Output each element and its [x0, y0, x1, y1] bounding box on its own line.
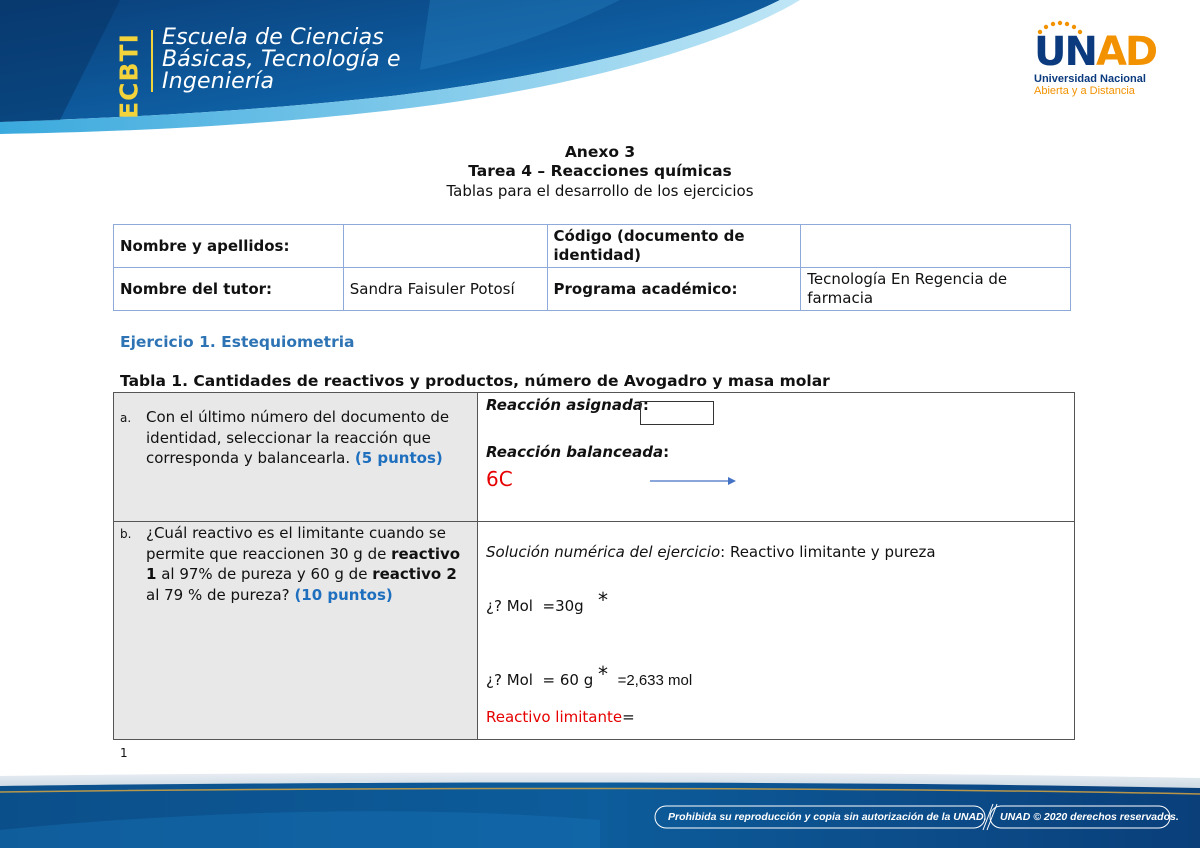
tutor-value[interactable]: Sandra Faisuler Potosí	[343, 268, 547, 311]
unad-logo	[1020, 18, 1160, 100]
table-row	[114, 522, 1074, 739]
question-text: al 79 % de pureza?	[146, 585, 290, 604]
ecbti-vertical-label: ECBTI	[114, 33, 144, 119]
exercise-table	[113, 392, 1075, 740]
code-field[interactable]	[801, 225, 1071, 268]
header-banner	[0, 0, 1200, 135]
name-label: Nombre y apellidos:	[114, 225, 344, 268]
table-row	[114, 393, 1074, 522]
document-subtitle: Tablas para el desarrollo de los ejercicios	[446, 182, 754, 200]
reactant-2-label: reactivo 2	[372, 565, 457, 583]
code-label: Código (documento de identidad)	[547, 225, 801, 268]
question-letter: b.	[120, 527, 132, 541]
question-text: ¿Cuál reactivo es el limitante cuando se permite que reaccionen 30 g de	[146, 524, 446, 563]
question-text: Con el último número del documento de identidad, seleccionar la reacción que corresponda y balancearla.	[146, 408, 450, 467]
logo-wordmark: UNAD	[1034, 29, 1157, 75]
footer-copy-notice: Prohibida su reproducción y copia sin autorización de la UNAD.	[668, 811, 987, 823]
solution-heading: Solución numérica del ejercicio: Reactivo limitante y pureza	[486, 543, 936, 561]
reactant-1-label: reactivo 1	[146, 544, 461, 583]
table-row	[114, 225, 1071, 268]
balanced-reaction-value[interactable]: 6C	[486, 467, 513, 491]
footer-rights: UNAD © 2020 derechos reservados.	[1000, 811, 1179, 823]
annex-title: Anexo 3	[564, 143, 636, 161]
assigned-reaction-label: Reacción asignada:	[486, 396, 649, 414]
question-cell-a	[114, 393, 478, 521]
table-caption: Tabla 1. Cantidades de reactivos y productos, número de Avogadro y masa molar	[120, 372, 830, 390]
limiting-reactant[interactable]: Reactivo limitante=	[486, 708, 635, 726]
question-cell-b	[114, 522, 478, 739]
logo-subtitle-1: Universidad Nacional	[1034, 73, 1146, 85]
question-b	[120, 523, 466, 605]
exercise-heading: Ejercicio 1. Estequiometria	[120, 333, 355, 351]
question-letter: a.	[120, 411, 132, 425]
answer-cell-b[interactable]	[478, 522, 1074, 739]
school-name: Escuela de Ciencias Básicas, Tecnología e Ingeniería	[162, 25, 401, 94]
assigned-reaction-field[interactable]	[640, 401, 714, 425]
tutor-label: Nombre del tutor:	[114, 268, 344, 311]
program-label: Programa académico:	[547, 268, 801, 311]
answer-cell-a[interactable]	[478, 393, 1074, 521]
balanced-reaction-label: Reacción balanceada:	[486, 443, 670, 461]
reaction-arrow-icon	[650, 473, 740, 489]
task-title: Tarea 4 – Reacciones químicas	[468, 162, 732, 180]
header-divider	[151, 30, 153, 92]
program-value[interactable]: Tecnología En Regencia de farmacia	[801, 268, 1071, 311]
question-text: al 97% de pureza y 60 g de	[156, 565, 373, 583]
page-number: 1	[120, 746, 128, 760]
student-info-table	[113, 224, 1071, 311]
document-titles	[0, 143, 1200, 201]
moles-reactant-2[interactable]: ¿? Mol = 60 g * =2,633 mol	[486, 662, 693, 689]
question-a	[120, 407, 466, 469]
logo-subtitle-2: Abierta y a Distancia	[1034, 85, 1135, 97]
name-field[interactable]	[343, 225, 547, 268]
moles-reactant-1[interactable]: ¿? Mol =30g *	[486, 588, 609, 615]
points-badge: (10 puntos)	[294, 585, 393, 604]
points-badge: (5 puntos)	[354, 449, 443, 467]
table-row	[114, 268, 1071, 311]
